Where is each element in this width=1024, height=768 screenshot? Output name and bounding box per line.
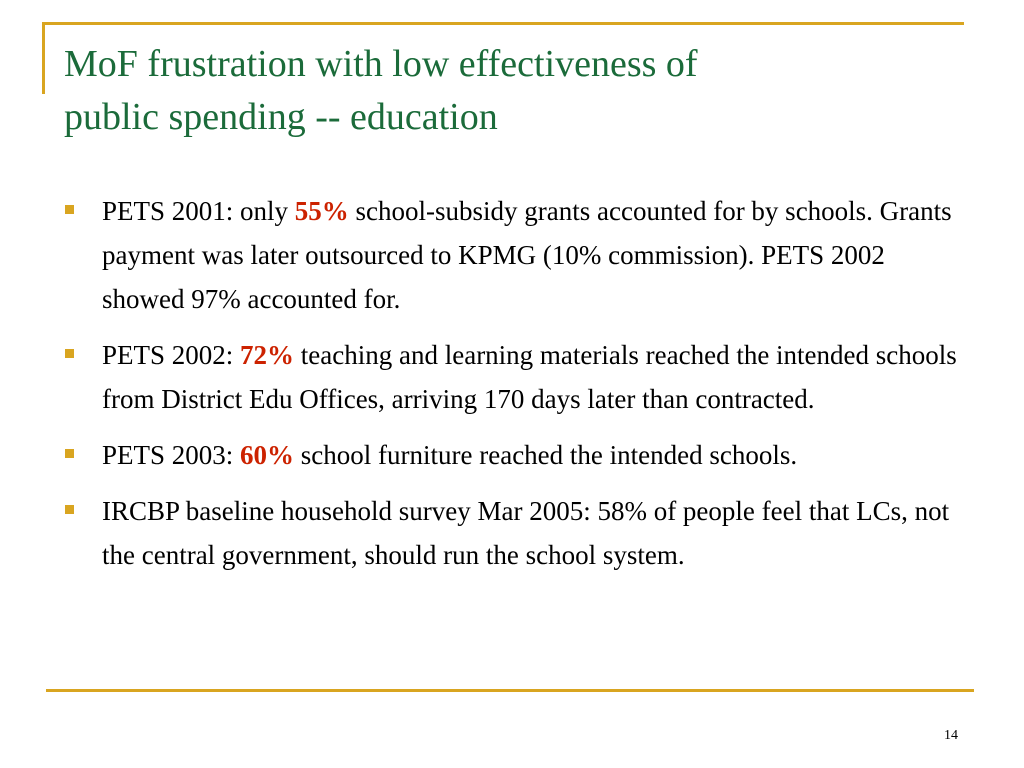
square-bullet-icon — [65, 505, 74, 514]
bullet-text: IRCBP baseline household survey Mar 2005: 58% of people feel that LCs, not the central government, should run the school system. — [102, 496, 950, 570]
bullet-suffix: school furniture reached the intended schools. — [300, 440, 798, 470]
square-bullet-icon — [65, 449, 74, 458]
slide-title — [64, 38, 964, 144]
top-border-line — [42, 22, 964, 25]
bottom-border-line — [46, 689, 974, 692]
bullet-item-ircbp-survey — [62, 489, 972, 577]
bullet-highlight-percent: 55% — [294, 196, 349, 226]
slide-title-line-1: MoF frustration with low effectiveness of — [64, 43, 698, 85]
bullet-suffix: school-subsidy grants accounted for by schools. Grants payment was later outsourced to KPMG (10% commission). PETS 2002 showed 97% accounted for. — [102, 196, 952, 314]
bullet-item-pets-2001 — [62, 189, 972, 321]
bullet-prefix: PETS 2002: — [102, 340, 234, 370]
square-bullet-icon — [65, 205, 74, 214]
bullet-highlight-percent: 72% — [240, 340, 295, 370]
page-number: 14 — [944, 728, 958, 743]
slide-title-line-2: public spending -- education — [64, 96, 498, 138]
bullet-item-pets-2002 — [62, 333, 972, 421]
bullet-highlight-percent: 60% — [240, 440, 295, 470]
bullet-prefix: PETS 2003: — [102, 440, 234, 470]
square-bullet-icon — [65, 349, 74, 358]
bullet-list — [62, 189, 972, 589]
bullet-prefix: PETS 2001: only — [102, 196, 289, 226]
bullet-item-pets-2003 — [62, 433, 972, 477]
bullet-suffix: teaching and learning materials reached the intended schools from District Edu Offices, arriving 170 days later than contracted. — [102, 340, 957, 414]
left-border-line — [42, 22, 45, 94]
